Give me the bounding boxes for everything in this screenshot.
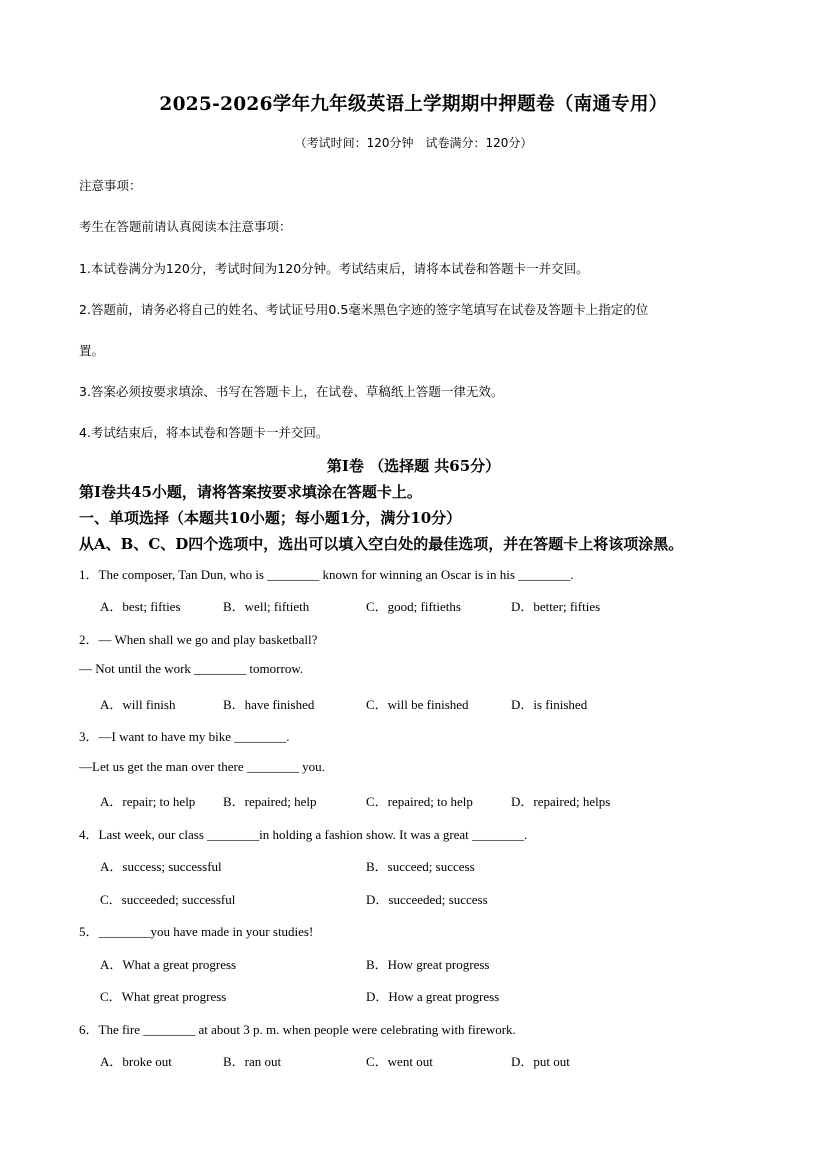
part-instruction: 从A、B、C、D四个选项中，选出可以填入空白处的最佳选项，并在答题卡上将该项涂黑。 bbox=[79, 535, 684, 553]
exam-subtitle: （考试时间：120分钟 试卷满分：120分） bbox=[294, 136, 533, 150]
notice-item-2: 2.答题前，请务必将自己的姓名、考试证号用0.5毫米黑色字迹的签字笔填写在试卷及答题卡上指定的位 bbox=[79, 302, 649, 317]
notice-intro: 考生在答题前请认真阅读本注意事项： bbox=[79, 219, 292, 234]
question-3-option-d: D．repaired; helps bbox=[511, 794, 611, 809]
question-1-option-d: D．better; fifties bbox=[511, 599, 601, 614]
question-3-stem: 3．—I want to have my bike ________. bbox=[79, 729, 290, 744]
question-1-option-c: C．good; fiftieths bbox=[366, 599, 461, 614]
question-6-option-a: A．broke out bbox=[100, 1054, 172, 1069]
question-2-option-d: D．is finished bbox=[511, 697, 588, 712]
question-2-option-b: B．have finished bbox=[223, 697, 315, 712]
question-1-stem: 1．The composer, Tan Dun, who is ________ known for winning an Oscar is in his ________. bbox=[79, 567, 574, 582]
question-4-option-b: B．succeed; success bbox=[366, 859, 475, 874]
question-6-option-c: C．went out bbox=[366, 1054, 433, 1069]
section-instruction: 第Ⅰ卷共45小题，请将答案按要求填涂在答题卡上。 bbox=[79, 483, 422, 501]
exam-title: 2025-2026学年九年级英语上学期期中押题卷（南通专用） bbox=[159, 94, 668, 115]
notice-item-1: 1.本试卷满分为120分，考试时间为120分钟。考试结束后，请将本试卷和答题卡一并交回。 bbox=[79, 261, 589, 276]
question-4-option-a: A．success; successful bbox=[100, 859, 222, 874]
question-5-option-c: C．What great progress bbox=[100, 989, 227, 1004]
question-4-option-c: C．succeeded; successful bbox=[100, 892, 236, 907]
question-4-option-d: D．succeeded; success bbox=[366, 892, 488, 907]
notice-item-3: 3.答案必须按要求填涂、书写在答题卡上，在试卷、草稿纸上答题一律无效。 bbox=[79, 384, 504, 399]
question-2-stem: 2．— When shall we go and play basketball? bbox=[79, 632, 318, 647]
question-5-stem: 5．________you have made in your studies! bbox=[79, 924, 314, 939]
question-5-option-b: B．How great progress bbox=[366, 957, 490, 972]
question-1-option-a: A．best; fifties bbox=[100, 599, 181, 614]
notice-item-4: 4.考试结束后，将本试卷和答题卡一并交回。 bbox=[79, 425, 329, 440]
question-3-option-b: B．repaired; help bbox=[223, 794, 317, 809]
question-5-option-a: A．What a great progress bbox=[100, 957, 237, 972]
question-4-stem: 4．Last week, our class ________in holding a fashion show. It was a great ________. bbox=[79, 827, 528, 842]
notice-item-2-cont: 置。 bbox=[79, 343, 105, 358]
section-title: 第Ⅰ卷 （选择题 共65分） bbox=[326, 457, 501, 475]
notice-heading: 注意事项： bbox=[79, 178, 142, 193]
question-3-option-a: A．repair; to help bbox=[100, 794, 196, 809]
question-6-option-b: B．ran out bbox=[223, 1054, 282, 1069]
question-6-stem: 6．The fire ________ at about 3 p. m. when people were celebrating with firework. bbox=[79, 1022, 516, 1037]
question-1-option-b: B．well; fiftieth bbox=[223, 599, 310, 614]
question-2-stem-2: — Not until the work ________ tomorrow. bbox=[79, 661, 304, 676]
question-3-option-c: C．repaired; to help bbox=[366, 794, 473, 809]
question-6-option-d: D．put out bbox=[511, 1054, 570, 1069]
part-heading: 一、单项选择（本题共10小题；每小题1分，满分10分） bbox=[79, 509, 462, 527]
question-3-stem-2: —Let us get the man over there ________ you. bbox=[79, 759, 325, 774]
question-2-option-c: C．will be finished bbox=[366, 697, 469, 712]
question-2-option-a: A．will finish bbox=[100, 697, 176, 712]
question-5-option-d: D．How a great progress bbox=[366, 989, 500, 1004]
